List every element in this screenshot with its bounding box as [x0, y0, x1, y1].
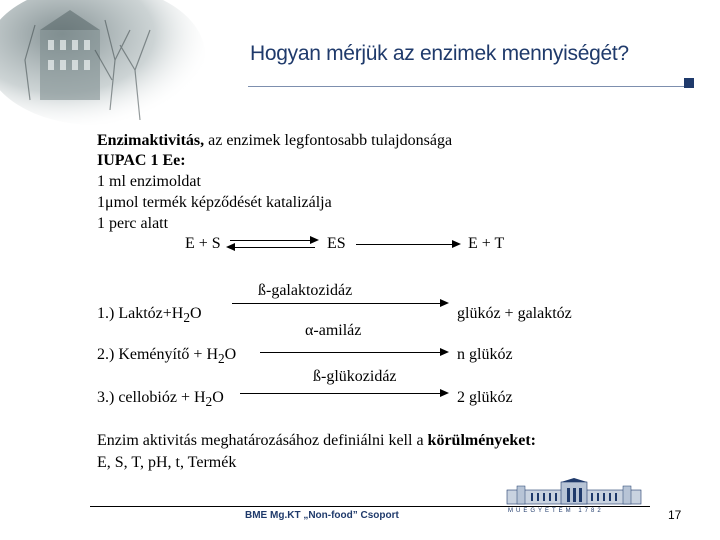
- enzyme-activity-term: Enzimaktivitás,: [97, 132, 205, 149]
- definition-line-4: [97, 193, 332, 213]
- example-arrow-1: [232, 303, 444, 304]
- university-building-logo: [505, 478, 643, 506]
- enzyme-name-2: α-amiláz: [305, 322, 362, 339]
- university-caption: MŰEGYETEM 1782: [508, 508, 604, 514]
- iupac-unit-label: IUPAC 1 Ee:: [97, 152, 186, 169]
- product-3: 2 glükóz: [457, 389, 513, 406]
- slide-title: Hogyan mérjük az enzimek mennyiségét?: [250, 42, 629, 65]
- product-2: n glükóz: [457, 346, 513, 363]
- substrate-2-text: 2.) Keményítő + H: [97, 346, 218, 363]
- substrate-2-subscript: 2: [218, 351, 225, 367]
- example-arrow-head-2: [440, 348, 449, 356]
- backward-arrow-head: [226, 243, 235, 251]
- substrate-2-end: O: [224, 346, 237, 363]
- substrate-1-subscript: 2: [183, 310, 190, 326]
- conditions-list: E, S, T, pH, t, Termék: [97, 454, 237, 471]
- reaction-left: E + S: [185, 235, 221, 252]
- micromol-text: μmol termék képződését katalizálja: [105, 194, 332, 211]
- example-arrow-3: [240, 393, 444, 394]
- footer-rule: [90, 506, 650, 507]
- example-arrow-head-1: [440, 299, 449, 307]
- backward-arrow-line: [230, 247, 315, 248]
- substrate-1-text: 1.) Laktóz+H: [97, 305, 184, 322]
- conditions-emphasis: körülményeket:: [427, 432, 536, 449]
- substrate-3-end: O: [212, 389, 224, 406]
- forward-arrow-line: [230, 240, 315, 241]
- product-arrow-line: [356, 244, 456, 245]
- enzyme-name-3: ß-glükozidáz: [313, 368, 397, 385]
- enzyme-name-1: ß-galaktozidáz: [258, 282, 353, 299]
- substrate-3-text: 3.) cellobióz + H: [97, 389, 206, 406]
- conditions-text: Enzim aktivitás meghatározásához definiálni kell a: [97, 432, 428, 449]
- definition-line-1: [97, 131, 452, 151]
- product-1: glükóz + galaktóz: [457, 305, 572, 322]
- substrate-1: [97, 304, 202, 328]
- reaction-middle: ES: [327, 235, 346, 252]
- substrate-3: [97, 388, 224, 412]
- definition-line-1-rest: az enzimek legfontosabb tulajdonsága: [204, 132, 453, 149]
- title-accent-square: [684, 78, 694, 88]
- conditions-line: [97, 431, 536, 451]
- definition-line-3: 1 ml enzimoldat: [97, 173, 201, 190]
- forward-arrow-head: [310, 236, 319, 244]
- substrate-1-end: O: [190, 305, 202, 322]
- example-arrow-head-3: [440, 389, 449, 397]
- micromol-prefix: 1: [97, 194, 105, 211]
- page-number: 17: [668, 508, 682, 522]
- building-photo-decoration: [0, 0, 240, 130]
- product-arrow-head: [452, 240, 461, 248]
- reaction-right: E + T: [468, 235, 505, 252]
- footer-group-name: BME Mg.KT „Non-food” Csoport: [245, 510, 399, 521]
- definition-line-5: 1 perc alatt: [97, 215, 169, 232]
- substrate-2: [97, 345, 236, 369]
- substrate-3-subscript: 2: [205, 394, 213, 410]
- title-underline: [248, 86, 688, 87]
- example-arrow-2: [260, 352, 444, 353]
